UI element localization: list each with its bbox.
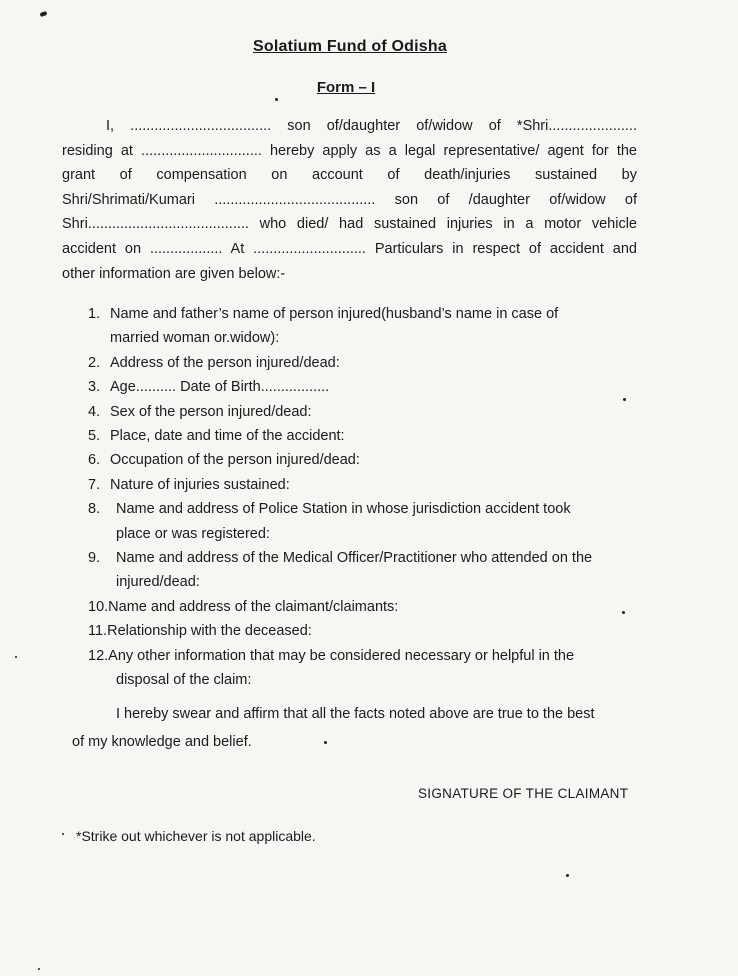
scan-mark <box>623 398 626 401</box>
item-text: Nature of injuries sustained: <box>110 476 290 493</box>
list-item <box>88 375 638 399</box>
affirmation-line: I hereby swear and affirm that all the facts noted above are true to the best <box>116 706 595 722</box>
affirmation-line: of my knowledge and belief. <box>72 734 252 750</box>
scan-mark <box>566 874 569 877</box>
scan-mark <box>275 98 278 101</box>
item-text: Name and address of Police Station in whose jurisdiction accident took <box>116 501 571 518</box>
particulars-list <box>88 302 638 693</box>
list-item <box>88 302 638 351</box>
item-text: Name and address of the claimant/claimants: <box>108 598 399 615</box>
item-text: Name and father’s name of person injured(husband’s name in case of <box>110 306 559 322</box>
intro-paragraph <box>62 114 637 286</box>
footnote: *Strike out whichever is not applicable. <box>76 828 316 844</box>
item-text: Name and address of the Medical Officer/Practitioner who attended on the <box>116 550 593 567</box>
item-text: Age.......... Date of Birth................. <box>110 379 330 396</box>
item-number: 9. <box>88 550 101 567</box>
scan-mark <box>40 11 48 17</box>
scan-mark <box>324 741 327 744</box>
item-number: 4. <box>88 403 101 420</box>
list-item <box>88 546 638 595</box>
item-number: 1. <box>88 306 101 322</box>
item-number: 10. <box>88 598 109 615</box>
item-text: Place, date and time of the accident: <box>110 428 345 445</box>
list-item <box>88 619 638 643</box>
intro-line: grant of compensation on account of death/injuries sustained by <box>62 167 637 184</box>
list-item <box>88 473 638 497</box>
intro-line: residing at .............................. hereby apply as a legal representative/ agent for the <box>62 142 637 159</box>
list-item <box>88 644 638 693</box>
scan-mark <box>15 656 17 658</box>
intro-line: accident on .................. At ............................ Particulars in respect of accident and <box>62 240 637 257</box>
item-text: Relationship with the deceased: <box>107 623 312 640</box>
list-item <box>88 497 638 546</box>
intro-line: other information are given below:- <box>62 265 286 282</box>
item-text: Sex of the person injured/dead: <box>110 403 312 420</box>
scan-mark <box>38 968 40 970</box>
list-item <box>88 400 638 424</box>
list-item <box>88 448 638 472</box>
item-number: 3. <box>88 379 101 396</box>
item-text: Occupation of the person injured/dead: <box>110 452 360 469</box>
item-continuation: injured/dead: <box>116 574 200 591</box>
item-number: 2. <box>88 354 101 371</box>
item-number: 8. <box>88 501 101 518</box>
list-item <box>88 595 638 619</box>
item-number: 12. <box>88 647 109 664</box>
affirmation-paragraph <box>72 700 632 756</box>
scan-mark <box>622 611 625 614</box>
item-number: 5. <box>88 428 101 445</box>
item-number: 6. <box>88 452 101 469</box>
list-item <box>88 351 638 375</box>
item-continuation: disposal of the claim: <box>116 672 252 689</box>
item-continuation: married woman or.widow): <box>110 330 280 347</box>
form-label: Form – I <box>316 79 376 96</box>
item-text: Any other information that may be considered necessary or helpful in the <box>108 647 575 664</box>
item-text: Address of the person injured/dead: <box>110 354 340 371</box>
signature-label: SIGNATURE OF THE CLAIMANT <box>418 786 629 801</box>
item-number: 7. <box>88 476 101 493</box>
list-item <box>88 424 638 448</box>
intro-line: Shri........................................ who died/ had sustained injuries in a motor vehicle <box>62 216 637 233</box>
item-number: 11. <box>88 623 108 640</box>
document-title: Solatium Fund of Odisha <box>253 38 447 55</box>
intro-line: Shri/Shrimati/Kumari ........................................ son of /daughter of/widow of <box>62 191 637 208</box>
item-continuation: place or was registered: <box>116 525 270 542</box>
scan-mark <box>62 833 64 835</box>
intro-line: I, ................................... son of/daughter of/widow of *Shri...................... <box>106 118 637 134</box>
